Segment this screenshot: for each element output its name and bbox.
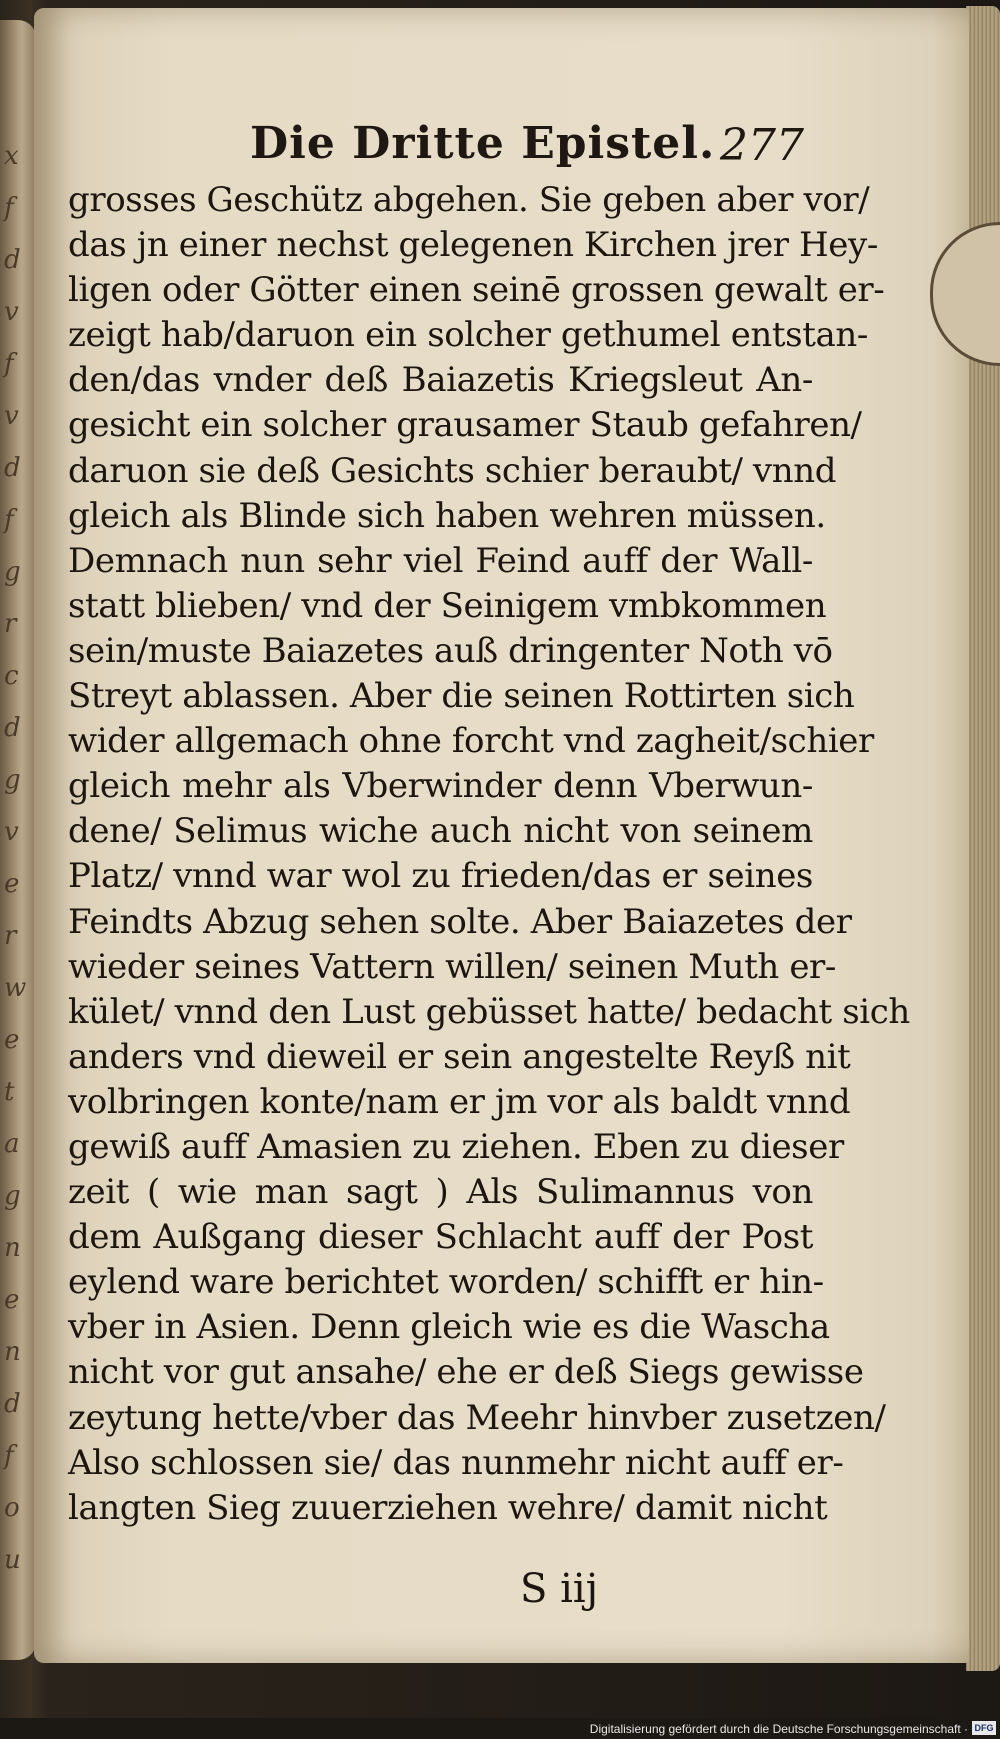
text-line: Streyt ablassen. Aber die seinen Rottirten sich <box>68 676 855 717</box>
text-line: ligen oder Götter einen seinē grossen gewalt er- <box>68 270 885 311</box>
text-line: anders vnd dieweil er sein angestelte Reyß nit <box>68 1036 851 1077</box>
text-line: sein/muste Baiazetes auß dringenter Noth vō <box>68 630 833 671</box>
text-line: Demnach nun sehr viel Feind auff der Wall- <box>68 540 813 581</box>
text-line: das jn einer nechst gelegenen Kirchen jrer Hey- <box>68 225 878 266</box>
text-line: zeit ( wie man sagt ) Als Sulimannus von <box>68 1172 813 1213</box>
text-line: statt blieben/ vnd der Seinigem vmbkommen <box>68 585 827 626</box>
previous-page-letters: x f d v f v d f g r c d g v e r w e t a g n e n d f o u <box>4 141 25 1575</box>
text-line: dene/ Selimus wiche auch nicht von seinem <box>68 811 813 852</box>
text-line: gewiß auff Amasien zu ziehen. Eben zu dieser <box>68 1126 844 1167</box>
text-line: vber in Asien. Denn gleich wie es die Wascha <box>68 1307 830 1348</box>
text-line: wieder seines Vattern willen/ seinen Muth er- <box>68 946 836 987</box>
page-number: 277 <box>720 120 804 171</box>
text-line: Feindts Abzug sehen solte. Aber Baiazetes der <box>68 901 852 942</box>
text-line: zeytung hette/vber das Meehr hinvber zusetzen/ <box>68 1397 886 1438</box>
text-line: volbringen konte/nam er jm vor als baldt vnnd <box>68 1081 851 1122</box>
footer-credit: Digitalisierung gefördert durch die Deutsche Forschungsgemeinschaft · <box>589 1722 968 1736</box>
running-head <box>250 118 804 178</box>
running-head-title: Die Dritte Epistel. <box>250 118 716 169</box>
text-line: nicht vor gut ansahe/ ehe er deß Siegs gewisse <box>68 1352 864 1393</box>
footer-bar <box>0 1718 1000 1738</box>
text-line: Also schlossen sie/ das nunmehr nicht auff er- <box>68 1442 844 1483</box>
text-line: langten Sieg zuuerziehen wehre/ damit nicht <box>68 1487 828 1528</box>
text-line: wider allgemach ohne forcht vnd zagheit/schier <box>68 721 874 762</box>
text-line: dem Außgang dieser Schlacht auff der Post <box>68 1217 813 1258</box>
previous-page-edge <box>0 20 36 1660</box>
text-line: zeigt hab/daruon ein solcher gethumel entstan- <box>68 315 868 356</box>
text-line: gleich als Blinde sich haben wehren müssen. <box>68 495 826 536</box>
body-text <box>68 178 910 1531</box>
text-line: den/das vnder deß Baiazetis Kriegsleut An- <box>68 360 813 401</box>
dfg-logo-icon: DFG <box>972 1721 996 1735</box>
signature-mark: S iij <box>520 1566 599 1612</box>
text-line: Platz/ vnnd war wol zu frieden/das er seines <box>68 856 813 897</box>
text-line: eylend ware berichtet worden/ schifft er hin- <box>68 1262 824 1303</box>
text-line: daruon sie deß Gesichts schier beraubt/ vnnd <box>68 450 837 491</box>
text-line: kület/ vnnd den Lust gebüsset hatte/ bedacht sich <box>68 991 910 1032</box>
text-line: gleich mehr als Vberwinder denn Vberwun- <box>68 766 813 807</box>
text-line: gesicht ein solcher grausamer Staub gefahren/ <box>68 405 862 446</box>
text-line: grosses Geschütz abgehen. Sie geben aber vor/ <box>68 180 870 220</box>
